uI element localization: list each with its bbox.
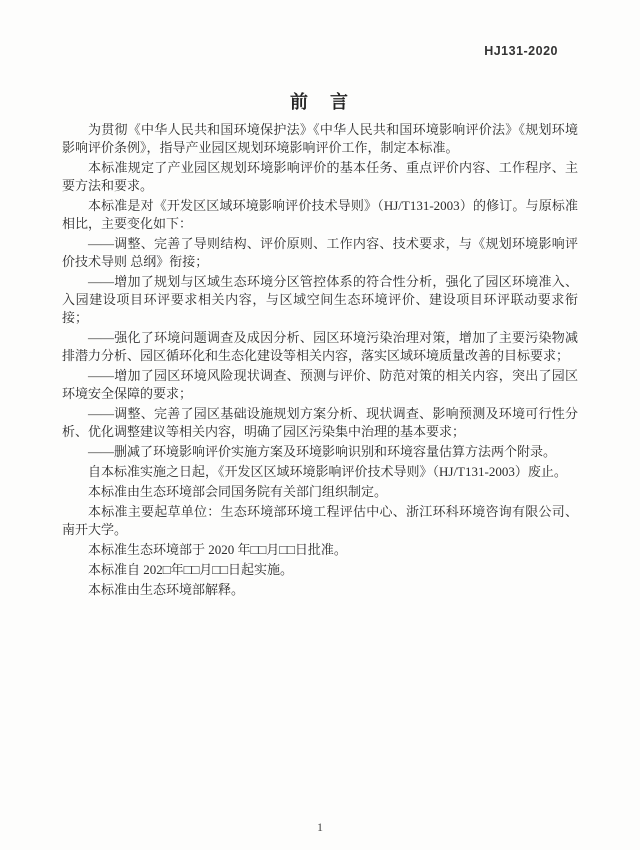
page-number: 1 [317,820,323,834]
paragraph: 为贯彻《中华人民共和国环境保护法》《中华人民共和国环境影响评价法》《规划环境影响评价条例》，指导产业园区规划环境影响评价工作，制定本标准。 [62,122,578,155]
paragraph: 本标准主要起草单位：生态环境部环境工程评估中心、浙江环科环境咨询有限公司、南开大学。 [62,504,578,537]
doc-number: HJ131-2020 [484,44,558,58]
paragraph: 本标准是对《开发区区域环境影响评价技术导则》（HJ/T131-2003）的修订。与原标准相比，主要变化如下： [62,198,578,231]
paragraph: ——删减了环境影响评价实施方案及环境影响识别和环境容量估算方法两个附录。 [88,444,557,459]
paragraph: 本标准由生态环境部会同国务院有关部门组织制定。 [88,484,388,499]
paragraph: 本标准规定了产业园区规划环境影响评价的基本任务、重点评价内容、工作程序、主要方法和要求。 [62,160,578,193]
paragraph: ——调整、完善了导则结构、评价原则、工作内容、技术要求，与《规划环境影响评价技术导则 总纲》衔接； [62,236,578,269]
paragraph: ——增加了园区环境风险现状调查、预测与评价、防范对策的相关内容，突出了园区环境安全保障的要求； [62,368,578,401]
paragraph: ——调整、完善了园区基础设施规划方案分析、现状调查、影响预测及环境可行性分析、优化调整建议等相关内容，明确了园区污染集中治理的基本要求； [62,406,578,439]
paragraph: 本标准由生态环境部解释。 [88,582,245,597]
paragraph: 自本标准实施之日起，《开发区区域环境影响评价技术导则》（HJ/T131-2003）废止。 [88,464,567,479]
document-body [62,121,578,601]
paragraph: 本标准自 202□年□□月□□日起实施。 [88,562,294,577]
paragraph: 本标准生态环境部于 2020 年□□月□□日批准。 [88,542,347,557]
paragraph: ——增加了规划与区域生态环境分区管控体系的符合性分析，强化了园区环境准入、入园建设项目环评要求相关内容，与区域空间生态环境评价、建设项目环评联动要求衔接； [62,274,578,325]
paragraph: ——强化了环境问题调查及成因分析、园区环境污染治理对策，增加了主要污染物减排潜力分析、园区循环化和生态化建设等相关内容，落实区域环境质量改善的目标要求； [62,330,578,363]
page-title: 前 言 [290,92,350,112]
